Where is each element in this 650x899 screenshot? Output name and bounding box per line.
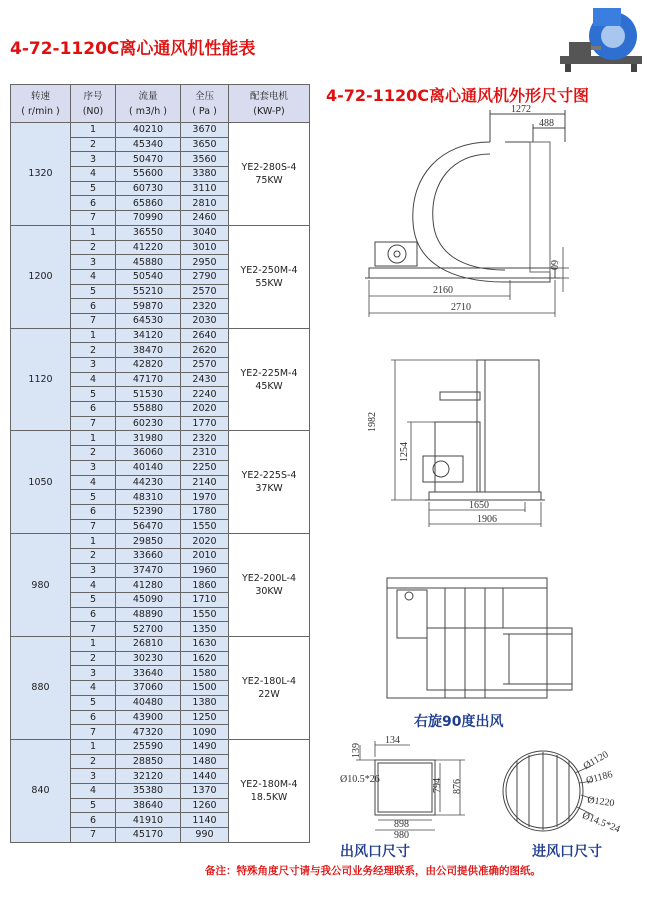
motor-cell bbox=[229, 225, 310, 328]
table-row bbox=[11, 534, 310, 549]
pressure-cell: 2030 bbox=[181, 313, 229, 328]
pressure-cell: 2140 bbox=[181, 475, 229, 490]
rpm-cell: 1120 bbox=[11, 328, 71, 431]
pressure-cell: 1620 bbox=[181, 651, 229, 666]
no-cell: 1 bbox=[71, 225, 116, 240]
pressure-cell: 2310 bbox=[181, 446, 229, 461]
flow-cell: 43900 bbox=[116, 710, 181, 725]
fan-product-photo bbox=[555, 2, 647, 76]
no-cell: 5 bbox=[71, 490, 116, 505]
motor-model: YE2-280S-4 bbox=[241, 161, 297, 173]
no-cell: 4 bbox=[71, 783, 116, 798]
rotation-caption: 右旋90度出风 bbox=[414, 714, 504, 730]
no-cell: 4 bbox=[71, 269, 116, 284]
footnote: 备注：特殊角度尺寸请与我公司业务经理联系，由公司提供准确的图纸。 bbox=[205, 865, 541, 877]
no-cell: 6 bbox=[71, 402, 116, 417]
pressure-cell: 2460 bbox=[181, 211, 229, 226]
dim-outlet-b: 134 bbox=[385, 735, 400, 746]
no-cell: 3 bbox=[71, 255, 116, 270]
no-cell: 7 bbox=[71, 313, 116, 328]
no-cell: 3 bbox=[71, 769, 116, 784]
motor-power: 37KW bbox=[255, 483, 283, 495]
rpm-cell: 1200 bbox=[11, 225, 71, 328]
flow-cell: 36550 bbox=[116, 225, 181, 240]
flow-cell: 35380 bbox=[116, 783, 181, 798]
dim-front-height-total: 1982 bbox=[367, 412, 378, 432]
flow-cell: 55600 bbox=[116, 167, 181, 182]
pressure-cell: 1550 bbox=[181, 519, 229, 534]
no-cell: 7 bbox=[71, 828, 116, 843]
rpm-cell: 1050 bbox=[11, 431, 71, 534]
flow-cell: 40480 bbox=[116, 695, 181, 710]
motor-cell bbox=[229, 637, 310, 740]
flow-cell: 60730 bbox=[116, 181, 181, 196]
dim-inlet-d3: Ø1220 bbox=[586, 794, 616, 810]
dim-inlet-holes: Ø14.5*24 bbox=[580, 810, 622, 836]
pressure-cell: 2570 bbox=[181, 358, 229, 373]
no-cell: 2 bbox=[71, 240, 116, 255]
table-row bbox=[11, 123, 310, 138]
flow-cell: 45880 bbox=[116, 255, 181, 270]
motor-model: YE2-180L-4 bbox=[241, 675, 296, 687]
flow-cell: 48310 bbox=[116, 490, 181, 505]
dim-outlet-a: 139 bbox=[351, 743, 362, 758]
flow-cell: 38470 bbox=[116, 343, 181, 358]
no-cell: 7 bbox=[71, 416, 116, 431]
flow-cell: 52700 bbox=[116, 622, 181, 637]
no-cell: 6 bbox=[71, 710, 116, 725]
flow-cell: 40140 bbox=[116, 460, 181, 475]
front-view-drawing bbox=[367, 352, 555, 532]
no-cell: 6 bbox=[71, 196, 116, 211]
flow-cell: 50540 bbox=[116, 269, 181, 284]
flow-cell: 26810 bbox=[116, 637, 181, 652]
pressure-cell: 2240 bbox=[181, 387, 229, 402]
no-cell: 3 bbox=[71, 358, 116, 373]
flow-cell: 31980 bbox=[116, 431, 181, 446]
no-cell: 1 bbox=[71, 534, 116, 549]
pressure-cell: 1370 bbox=[181, 783, 229, 798]
pressure-cell: 3380 bbox=[181, 167, 229, 182]
flow-cell: 64530 bbox=[116, 313, 181, 328]
flow-cell: 45090 bbox=[116, 593, 181, 608]
inlet-drawing bbox=[495, 745, 635, 845]
flow-cell: 55880 bbox=[116, 402, 181, 417]
dim-side-base-total: 2710 bbox=[451, 302, 471, 313]
flow-cell: 45340 bbox=[116, 137, 181, 152]
no-cell: 5 bbox=[71, 695, 116, 710]
flow-cell: 36060 bbox=[116, 446, 181, 461]
no-cell: 6 bbox=[71, 504, 116, 519]
flow-cell: 29850 bbox=[116, 534, 181, 549]
no-cell: 4 bbox=[71, 475, 116, 490]
no-cell: 3 bbox=[71, 152, 116, 167]
flow-cell: 56470 bbox=[116, 519, 181, 534]
performance-table bbox=[10, 84, 310, 843]
outlet-drawing bbox=[340, 735, 480, 840]
flow-cell: 50470 bbox=[116, 152, 181, 167]
flow-cell: 34120 bbox=[116, 328, 181, 343]
motor-model: YE2-225M-4 bbox=[240, 367, 298, 379]
flow-cell: 59870 bbox=[116, 299, 181, 314]
no-cell: 7 bbox=[71, 519, 116, 534]
dim-front-width-total: 1906 bbox=[477, 514, 497, 525]
dim-outlet-h1: 794 bbox=[432, 778, 443, 793]
top-view-drawing bbox=[385, 568, 575, 708]
pressure-cell: 1500 bbox=[181, 681, 229, 696]
dim-outlet-h2: 876 bbox=[452, 779, 463, 794]
pressure-cell: 1090 bbox=[181, 725, 229, 740]
pressure-cell: 3650 bbox=[181, 137, 229, 152]
dim-side-height: 60 bbox=[548, 260, 559, 270]
pressure-cell: 1860 bbox=[181, 578, 229, 593]
pressure-cell: 1490 bbox=[181, 739, 229, 754]
flow-cell: 47320 bbox=[116, 725, 181, 740]
no-cell: 3 bbox=[71, 563, 116, 578]
no-cell: 6 bbox=[71, 607, 116, 622]
pressure-cell: 2570 bbox=[181, 284, 229, 299]
motor-cell bbox=[229, 739, 310, 842]
motor-model: YE2-180M-4 bbox=[240, 778, 298, 790]
pressure-cell: 2020 bbox=[181, 534, 229, 549]
side-view-drawing bbox=[355, 102, 570, 332]
flow-cell: 60230 bbox=[116, 416, 181, 431]
no-cell: 6 bbox=[71, 299, 116, 314]
no-cell: 2 bbox=[71, 137, 116, 152]
pressure-cell: 3560 bbox=[181, 152, 229, 167]
no-cell: 7 bbox=[71, 725, 116, 740]
pressure-cell: 3010 bbox=[181, 240, 229, 255]
motor-model: YE2-200L-4 bbox=[241, 573, 296, 585]
no-cell: 3 bbox=[71, 666, 116, 681]
pressure-cell: 3670 bbox=[181, 123, 229, 138]
header-flow: 流量 ( m3/h ) bbox=[116, 85, 181, 123]
no-cell: 2 bbox=[71, 548, 116, 563]
performance-table-body bbox=[11, 123, 310, 843]
no-cell: 1 bbox=[71, 431, 116, 446]
rpm-cell: 980 bbox=[11, 534, 71, 637]
flow-cell: 41280 bbox=[116, 578, 181, 593]
no-cell: 6 bbox=[71, 813, 116, 828]
pressure-cell: 2320 bbox=[181, 431, 229, 446]
pressure-cell: 990 bbox=[181, 828, 229, 843]
pressure-cell: 1780 bbox=[181, 504, 229, 519]
no-cell: 4 bbox=[71, 167, 116, 182]
dim-outlet-holes: Ø10.5*26 bbox=[340, 774, 380, 785]
dim-front-height-part: 1254 bbox=[399, 442, 410, 462]
no-cell: 5 bbox=[71, 387, 116, 402]
flow-cell: 55210 bbox=[116, 284, 181, 299]
pressure-cell: 2810 bbox=[181, 196, 229, 211]
pressure-cell: 1260 bbox=[181, 798, 229, 813]
no-cell: 5 bbox=[71, 284, 116, 299]
dim-side-top-total: 1272 bbox=[511, 104, 531, 115]
motor-cell bbox=[229, 123, 310, 226]
motor-model: YE2-225S-4 bbox=[241, 470, 297, 482]
rpm-cell: 840 bbox=[11, 739, 71, 842]
flow-cell: 41910 bbox=[116, 813, 181, 828]
dim-side-top-part: 488 bbox=[539, 118, 554, 129]
motor-cell bbox=[229, 328, 310, 431]
flow-cell: 65860 bbox=[116, 196, 181, 211]
motor-power: 45KW bbox=[255, 380, 283, 392]
no-cell: 1 bbox=[71, 328, 116, 343]
table-row bbox=[11, 225, 310, 240]
dim-outlet-w2: 980 bbox=[394, 830, 409, 841]
outlet-caption: 出风口尺寸 bbox=[340, 844, 410, 860]
flow-cell: 32120 bbox=[116, 769, 181, 784]
inlet-caption: 进风口尺寸 bbox=[532, 844, 602, 860]
flow-cell: 47170 bbox=[116, 372, 181, 387]
flow-cell: 70990 bbox=[116, 211, 181, 226]
motor-power: 22W bbox=[258, 688, 280, 700]
flow-cell: 52390 bbox=[116, 504, 181, 519]
motor-power: 75KW bbox=[255, 174, 283, 186]
flow-cell: 45170 bbox=[116, 828, 181, 843]
dim-outlet-w1: 898 bbox=[394, 819, 409, 830]
flow-cell: 51530 bbox=[116, 387, 181, 402]
motor-model: YE2-250M-4 bbox=[240, 264, 298, 276]
no-cell: 1 bbox=[71, 123, 116, 138]
table-row bbox=[11, 637, 310, 652]
table-row bbox=[11, 739, 310, 754]
flow-cell: 40210 bbox=[116, 123, 181, 138]
pressure-cell: 1480 bbox=[181, 754, 229, 769]
pressure-cell: 1350 bbox=[181, 622, 229, 637]
motor-cell bbox=[229, 431, 310, 534]
no-cell: 7 bbox=[71, 211, 116, 226]
pressure-cell: 1140 bbox=[181, 813, 229, 828]
no-cell: 2 bbox=[71, 446, 116, 461]
header-rpm: 转速 ( r/min ) bbox=[11, 85, 71, 123]
dim-front-width-inner: 1650 bbox=[469, 500, 489, 511]
pressure-cell: 1630 bbox=[181, 637, 229, 652]
header-pressure: 全压 ( Pa ) bbox=[181, 85, 229, 123]
dim-side-base-inner: 2160 bbox=[433, 285, 453, 296]
flow-cell: 25590 bbox=[116, 739, 181, 754]
pressure-cell: 1440 bbox=[181, 769, 229, 784]
flow-cell: 28850 bbox=[116, 754, 181, 769]
table-row bbox=[11, 328, 310, 343]
header-motor: 配套电机 (KW-P) bbox=[229, 85, 310, 123]
pressure-cell: 2950 bbox=[181, 255, 229, 270]
no-cell: 4 bbox=[71, 681, 116, 696]
pressure-cell: 3040 bbox=[181, 225, 229, 240]
dim-inlet-d2: Ø1186 bbox=[585, 769, 614, 787]
header-no: 序号 (N0) bbox=[71, 85, 116, 123]
dim-inlet-d1: Ø1120 bbox=[581, 749, 611, 773]
flow-cell: 37060 bbox=[116, 681, 181, 696]
pressure-cell: 2010 bbox=[181, 548, 229, 563]
pressure-cell: 2020 bbox=[181, 402, 229, 417]
flow-cell: 30230 bbox=[116, 651, 181, 666]
no-cell: 7 bbox=[71, 622, 116, 637]
flow-cell: 38640 bbox=[116, 798, 181, 813]
flow-cell: 42820 bbox=[116, 358, 181, 373]
motor-power: 30KW bbox=[255, 586, 283, 598]
pressure-cell: 2620 bbox=[181, 343, 229, 358]
no-cell: 5 bbox=[71, 593, 116, 608]
no-cell: 5 bbox=[71, 798, 116, 813]
pressure-cell: 1550 bbox=[181, 607, 229, 622]
flow-cell: 48890 bbox=[116, 607, 181, 622]
no-cell: 2 bbox=[71, 754, 116, 769]
pressure-cell: 2640 bbox=[181, 328, 229, 343]
no-cell: 3 bbox=[71, 460, 116, 475]
pressure-cell: 1380 bbox=[181, 695, 229, 710]
flow-cell: 33660 bbox=[116, 548, 181, 563]
pressure-cell: 2250 bbox=[181, 460, 229, 475]
pressure-cell: 1960 bbox=[181, 563, 229, 578]
pressure-cell: 1580 bbox=[181, 666, 229, 681]
pressure-cell: 1970 bbox=[181, 490, 229, 505]
pressure-cell: 1250 bbox=[181, 710, 229, 725]
pressure-cell: 1710 bbox=[181, 593, 229, 608]
no-cell: 1 bbox=[71, 637, 116, 652]
pressure-cell: 2320 bbox=[181, 299, 229, 314]
pressure-cell: 3110 bbox=[181, 181, 229, 196]
no-cell: 2 bbox=[71, 651, 116, 666]
motor-power: 18.5KW bbox=[250, 791, 288, 803]
flow-cell: 33640 bbox=[116, 666, 181, 681]
flow-cell: 41220 bbox=[116, 240, 181, 255]
pressure-cell: 1770 bbox=[181, 416, 229, 431]
motor-cell bbox=[229, 534, 310, 637]
flow-cell: 44230 bbox=[116, 475, 181, 490]
no-cell: 4 bbox=[71, 578, 116, 593]
motor-power: 55KW bbox=[255, 277, 283, 289]
no-cell: 5 bbox=[71, 181, 116, 196]
rpm-cell: 1320 bbox=[11, 123, 71, 226]
no-cell: 1 bbox=[71, 739, 116, 754]
no-cell: 2 bbox=[71, 343, 116, 358]
pressure-cell: 2430 bbox=[181, 372, 229, 387]
page-title: 4-72-1120C离心通风机性能表 bbox=[10, 39, 256, 59]
no-cell: 4 bbox=[71, 372, 116, 387]
table-row bbox=[11, 431, 310, 446]
rpm-cell: 880 bbox=[11, 637, 71, 740]
flow-cell: 37470 bbox=[116, 563, 181, 578]
pressure-cell: 2790 bbox=[181, 269, 229, 284]
drawing-title: 4-72-1120C离心通风机外形尺寸图 bbox=[326, 86, 589, 105]
